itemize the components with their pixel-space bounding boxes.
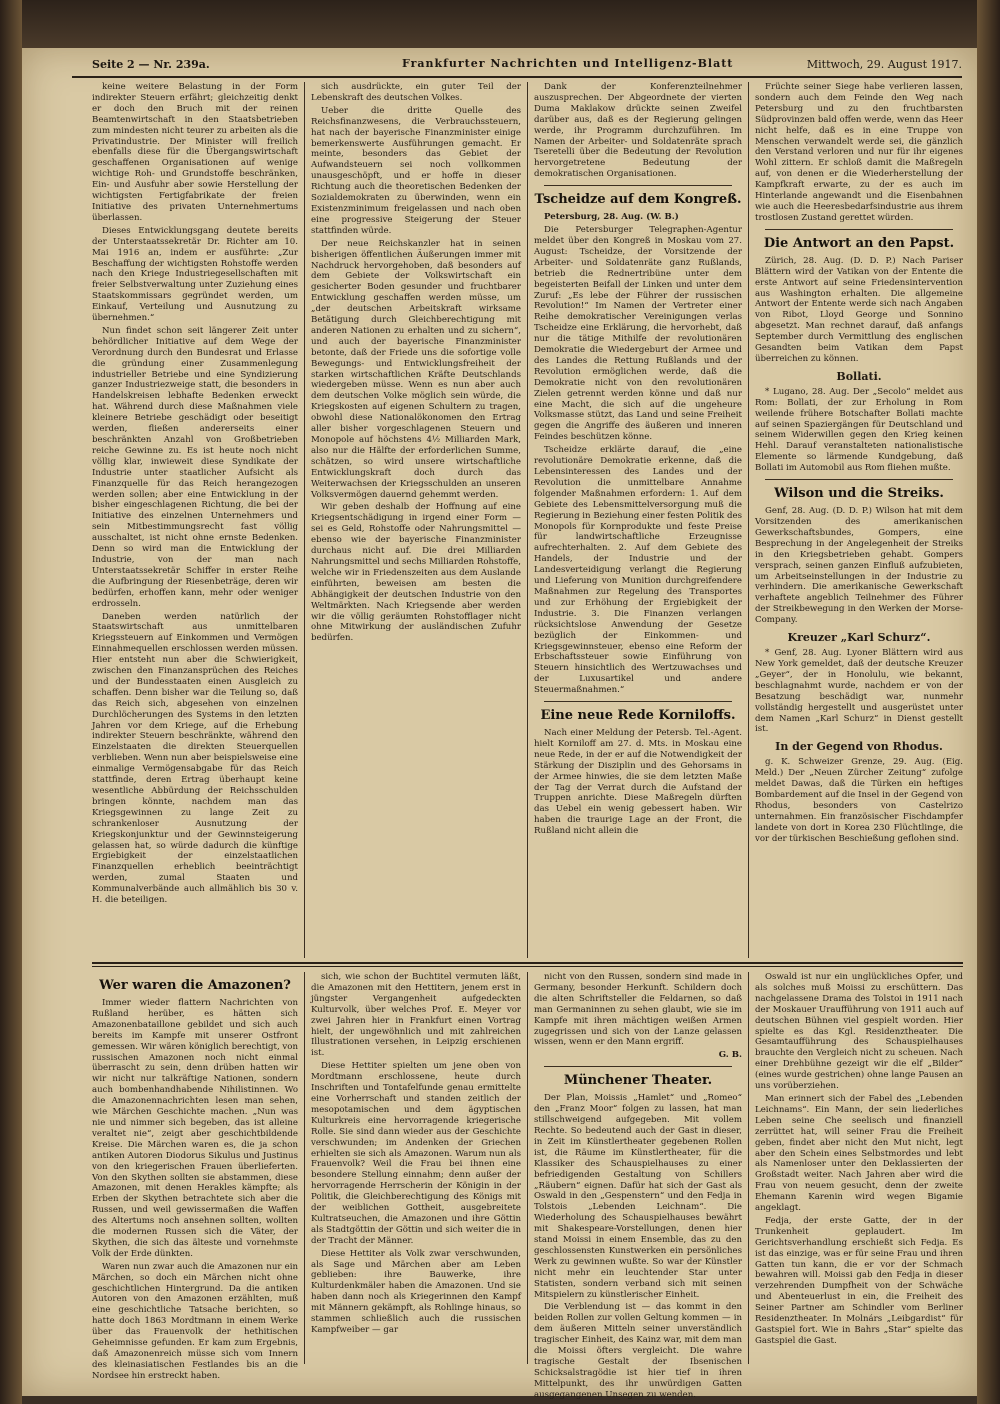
column-rule [748,82,749,958]
paragraph: Nach einer Meldung der Petersb. Tel.-Agent. hielt Korniloff am 27. d. Mts. in Moskau eine neue Rede, in der er auf die Notwendigkeit der Stärkung der Disziplin und des Gehorsams in der Armee hinwies, die sie dem letzten Maße der Tag der Verrat durch die Aufstand der Truppen anrichte. Diese Maßregeln dürften das Uebel ein wenig gebessert haben. Wir haben die traurige Lage an der Front, die Rußland nicht allein die [534,728,742,837]
paragraph: Diese Hettiter als Volk zwar verschwunden, als Sage und Märchen aber am Leben geblieben: ihre Bauwerke, ihre Kulturdenkmäler haben die Amazonen. Und sie haben dann noch als Kriegerinnen den Kampf mit Männern gekämpft, als Rohlinge hinaus, so stammen schließlich auch die russischen Kampfweiber — gar [311,1248,521,1335]
headline-amazonen: Wer waren die Amazonen? [99,978,291,993]
feuilleton-column-2 [311,972,521,1364]
paragraph: Immer wieder flattern Nachrichten von Rußland herüber, es hätten sich Amazonenbataillone gebildet und sich auch bereits im Kampfe mit unserer Ostfront gemessen. Wir wären königlich berechtigt, von russischen Amazonen noch nicht einmal überrascht zu sein, denn drüben hatten wir wir nicht nur talkräftige Nationen, sondern auch bombenhandhabende Nihilistinnen. Wo die Amazonennachrichten lesen man sehen, wie Märchen Geschichte machen. „Nun was nie und nimmer sich begeben, das ist alleine veraltet nie“, zeigt aber geschichtbildende Kreise. Die Märchen waren es, die ja schon antiken Autoren Diodorus Sikulus und Justinus von den kriegerischen Frauen überlieferten. Von den Skythen sollten sie abstammen, diese Amazonen, mit denen Herakles kämpfte; als Erben der Skythen betrachtete sich aber die Russen, und weil gewissermaßen die Waffen des Altertums noch ansehnen sollten, wollten die modernen Russen sich die Väter, der Skythen, die sich das älteste und vornehmste Volk der Erde dünkten. [92,998,298,1259]
page-number: Seite 2 — Nr. 239a. [92,58,210,71]
paragraph: Dieses Entwicklungsgang deutete bereits der Unterstaatssekretär Dr. Richter am 10. Mai 1916 an, indem er ausführte: „Zur Beschaffung der wichtigsten Rohstoffe werden nach den Kriege Industriegesellschaften mit freier Selbstverwaltung unter Zuziehung eines Staatskommissars gegründet werden, um Einkauf, Verteilung und Ausnutzung zu übernehmen.“ [92,225,298,324]
paragraph: g. K. Schweizer Grenze, 29. Aug. (Eig. Meld.) Der „Neuen Zürcher Zeitung“ zufolge meldet Dawas, daß die Türken ein heftiges Bombardement auf die Insel in der Gegend von Rhodus, besonders von Castelrizo unternahmen. Ein französischer Fischdampfer landete von dort in Korea 230 Flüchtlinge, die vor der türkischen Beschießung geflohen sind. [755,757,963,844]
paragraph: Genf, 28. Aug. (D. D. P.) Wilson hat mit dem Vorsitzenden des amerikanischen Gewerkschaftsbundes, Gompers, eine Besprechung in der Angelegenheit der Streiks in den Kriegsbetrieben gehabt. Gompers versprach, seinen ganzen Einfluß aufzubieten, um Arbeitseinstellungen in der Industrie zu verhindern. Die amerikanische Gewerkschaft verhaftete angeblich Teilnehmer des Führer der Streikbewegung in den Werken der Morse-Company. [755,506,963,626]
headline-kreuzer: Kreuzer „Karl Schurz“. [787,631,931,645]
scan-top-border [0,0,1000,48]
paragraph: Der Plan, Moissis „Hamlet“ und „Romeo“ den „Franz Moor“ folgen zu lassen, hat man stillschweigend aufgegeben. Mit vollem Rechte. So bedeutend auch der Gast in dieser, in Zeit im Künstlertheater gegebenen Rollen ist, die Räume im Künstlertheater, für die Klassiker des Schauspielhauses zu einer befriedigenden Gestaltung von Schillers „Räubern“ eignen. Dafür hat sich der Gast als Oswald in den „Gespenstern“ und den Fedja in Tolstois „Lebenden Leichnam“. Die Wiederholung des Schauspielhauses bewährt mit Shakespeare-Vorstellungen, denen hier stand Moissi in einem Ensemble, das zu den geschlossensten Kunstwerken ein persönliches Werk zu gewinnen wußte. So war der Künstler nicht mehr ein leuchtender Star unter Statisten, sondern verband sich mit seinen Mitspielern zu künstlerischer Einheit. [534,1093,742,1300]
column-rule [527,82,528,958]
paragraph: Ueber die dritte Quelle des Reichsfinanzwesens, die Verbrauchssteuern, hat nach der bayerische Finanzminister einige bemerkenswerte Ausführungen gemacht. Er meinte, besonders das Gebiet der Aufwandsteuern sei noch vollkommen unausgeschöpft, und er hoffe in dieser Richtung auch die theoretischen Bedenken der Sozialdemokraten zu überwinden, wenn ein Existenzminimum freigelassen und nach oben eine progressive Steigerung der Steuer stattfinden würde. [311,105,521,236]
section-rule [544,185,732,186]
headline-papst: Die Antwort an den Papst. [763,235,955,251]
column-1 [92,82,298,958]
paragraph: nicht von den Russen, sondern sind made in Germany, besonder Herkunft. Schildern doch die alten Schriftsteller die Feldarnen, so daß man Germaninnen zu sehen glaubt, wie sie im Kampfe mit ihren mächtigen weißen Armen zugegrissen und sich von der Lanze gelassen wissen, wenn er den Mann ergriff. [534,972,742,1048]
paragraph: Oswald ist nur ein unglückliches Opfer, und als solches muß Moissi zu erschüttern. Das nachgelassene Drama des Tolstoi in 1911 nach der Moskauer Uraufführung von 1911 auch auf deutschen Bühnen viel gespielt worden. Hier spielte es das Kgl. Residenztheater. Die Gesamtaufführung des Schauspielhauses brauchte den Vergleich nicht zu scheuen. Nach einer Drehbühne gezeigt wir die elf „Bilder“ (eines wurde gestrichen) ohne lange Pausen an uns vorüberziehen. [755,972,963,1092]
paragraph: * Lugano, 28. Aug. Der „Secolo“ meldet aus Rom: Bollati, der zur Erholung in Rom weilende frühere Botschafter Bollati machte auf seinen Spaziergängen für Deutschland und seinem Widerwillen gegen den Krieg keinen Hehl. Darauf veranstalteten nationalistische Elemente so lärmende Kundgebung, daß Bollati im Automobil aus Rom fliehen mußte. [755,386,963,474]
feuilleton-column-3 [534,972,742,1400]
feuilleton-divider [92,966,963,967]
paragraph: Man erinnert sich der Fabel des „Lebenden Leichnams“. Ein Mann, der sein liederliches Leben seine Che seelisch und finanziell zerrüttet hat, will seiner Frau die Freiheit geben, findet aber nicht den Mut nicht, legt aber den Schein eines Selbstmordes und lebt als Namenloser unter den Deklassierten der Großstadt weiter. Nach Jahren aber wird die Frau von neuem gesucht, denn der zweite Ehemann Karenin wird wegen Bigamie angeklagt. [755,1093,963,1214]
paragraph: Der neue Reichskanzler hat in seinen bisherigen öffentlichen Äußerungen immer mit Nachdruck hervorgehoben, daß besonders auf dem Gebiete der Volkswirtschaft ein gesicherter Boden gesunder und fruchtbarer Entwicklung geschaffen werden müsse, um „der deutschen Arbeitskraft wirksame Betätigung durch Gleichberechtigung mit anderen Nationen zu erhalten und zu sichern“, und auch der bayerische Finanzminister betonte, daß der Friede uns die sofortige volle Bewegungs- und Entwicklungsfreiheit der starken wirtschaftlichen Kräfte Deutschlands wiedergeben müsse. Wenn es nun aber auch dem deutschen Volke möglich sein würde, die Kriegskosten auf eigenen Schultern zu tragen, obwohl diese Nationalökonomen den Ertrag aller bisher vorgeschlagenen Steuern und Monopole auf höchstens 4½ Milliarden Mark, also nur die Hälfte der erforderlichen Summe, schätzen, so wird unsere wirtschaftliche Entwicklungskraft doch durch das Weiterwachsen der Kriegsschulden an unseren Volksvermögen dauernd gehemmt werden. [311,238,521,500]
column-4 [755,82,963,958]
masthead-title: Frankfurter Nachrichten und Intelligenz-Blatt [402,57,734,70]
paragraph: Daneben werden natürlich der Staatswirtschaft aus unmittelbaren Kriegssteuern auf Einkommen und Vermögen Einnahmequellen erschlossen werden müssen. Hier entsteht nun aber die Schwierigkeit, zwischen den Finanzansprüchen des Reiches und der Bundesstaaten einen Ausgleich zu schaffen. Denn bisher war die Teilung so, daß das Reich sich, abgesehen von einzelnen Durchlöcherungen des Systems in den letzten Jahren vor dem Kriege, auf die Erhebung indirekter Steuern beschränkte, während den Einzelstaaten die direkten Steuerquellen verblieben. Wenn nun aber beispielsweise eine einmalige Vermögensabgabe für das Reich stattfinde, deren Ertrag überhaupt keine wesentliche Abbürdung der Reichsschulden bringen könnte, nachdem man das Kriegsgewinnen zu lange Zeit zu schrankenloser Ausnutzung der Kriegskonjunktur und der Gewinnsteigerung gelassen hat, so würde dadurch die künftige Ergiebigkeit der einzelstaatlichen Finanzquellen erheblich beeinträchtigt werden, zumal Staaten und Kommunalverbände auch allmählich bis 30 v. H. die beteiligen. [92,611,298,906]
paragraph: Wir geben deshalb der Hoffnung auf eine Kriegsentschädigung in irgend einer Form — sei es Geld, Rohstoffe oder Nahrungsmittel — ebenso wie der bayerische Finanzminister durchaus nicht auf. Die drei Milliarden Nahrungsmittel und sechs Milliarden Rohstoffe, welche wir in Friedenszeiten aus dem Auslande einführten, beweisen am besten die Abhängigkeit der deutschen Industrie von den Weltmärkten. Nach Kriegsende aber werden wir die völlig geräumten Rohstofflager nicht ohne Mitwirkung der ausländischen Zufuhr bedürfen. [311,502,521,644]
paragraph: Dank der Konferenzteilnehmer auszusprechen. Der Abgeordnete der vierten Duma Maklakow drückte seinen Zweifel darüber aus, daß es der Regierung gelingen werde, ihr Programm durchzuführen. Im Namen der Arbeiter- und Soldatenräte sprach Tseretelli über die Bedeutung der Revolution hervorgetretene Bedeutung der demokratischen Organisationen. [534,82,742,180]
paragraph: Die Verblendung ist — das kommt in den beiden Rollen zur vollen Geltung kommen — in dem äußeren Mitteln seiner unverständlich tragischer Einheit, des Kainz war, mit dem man die Moissi öfters vergleicht. Die wahre tragische Gestalt der Ibsenischen Schicksalstragödie ist hier tief in ihren Mittelpunkt, des ihr unwürdigen Gatten ausgegangenen Unsegen zu wenden. [534,1302,742,1400]
paragraph: Waren nun zwar auch die Amazonen nur ein Märchen, so doch ein Märchen nicht ohne geschichtlichen Hintergrund. Da die antiken Autoren von den Amazonen erzählten, muß eine geschichtliche Tatsache berichten, so hatte doch 1863 Mordtmann in einem Werke über das Frauenvolk der hethitischen Geheimnisse gefunden. Er kam zum Ergebnis, daß Amazonenreich müsse sich vom Innern des kleinasiatischen Festlandes bis an die Nordsee hin erstreckt haben. [92,1261,298,1381]
section-rule [544,1066,732,1067]
dateline: Petersburg, 28. Aug. (W. B.) [544,212,679,223]
section-rule [765,479,953,480]
section-rule [544,701,732,702]
feuilleton-column-4 [755,972,963,1364]
column-rule [304,972,305,1364]
column-rule [748,972,749,1364]
headline-tscheidze: Tscheidze auf dem Kongreß. [534,192,742,208]
section-rule [765,229,953,230]
feuilleton-divider [92,962,963,964]
paragraph: sich, wie schon der Buchtitel vermuten läßt, die Amazonen mit den Hettitern, jenem erst in jüngster Vergangenheit aufgedeckten Kulturvolk, über welches Prof. E. Meyer vor zwei Jahren hier in Frankfurt einen Vortrag hielt, der ungewöhnlich und mit zahlreichen Illustrationen versehen, in Leipzig erschienen ist. [311,972,521,1059]
paragraph: Früchte seiner Siege habe verlieren lassen, sondern auch dem Feinde den Weg nach Petersburg und zu den fruchtbarsten Südprovinzen bald offen werde, wenn das Heer nicht helfe, daß es in eine Truppe von Menschen verwandelt werde sei, die gänzlich den Verstand verloren und nur für ihr eigenes Wohl zittern. Er schloß damit die Maßregeln auf, von denen er die Wiederherstellung der Kampfkraft erwarte, zu der es auch im Hinterlande angewandt und die Eisenbahnen wie auch die Heeresbedarfsindustrie aus ihrem trostlosen Zustand gerettet würden. [755,82,963,223]
paragraph: keine weitere Belastung in der Form indirekter Steuern erfährt; gleichzeitig denkt er doch den Bruch mit der reinen Beamtenwirtschaft in den Staatsbetrieben zum mindesten nicht teurer zu arbeiten als die Privatindustrie. Der Minister will freilich ebenfalls diese für die Übergangswirtschaft geschaffenen Organisationen auf wenige wichtige Roh- und Grundstoffe beschränken, Ein- und Ausfuhr aber sowie Herstellung der wichtigsten Fertigfabrikate der freien Initiative des privaten Unternehmertums überlassen. [92,82,298,223]
paragraph: Die Petersburger Telegraphen-Agentur meldet über den Kongreß in Moskau vom 27. August: Tscheidze, der Vorsitzende der Arbeiter- und Soldatenräte ganz Rußlands, betrieb die Rednertribüne unter dem begeisterten Beifall der Linken und unter dem Zuruf: „Es lebe der Führer der russischen Revolution!“ Im Namen der Vertreter einer Reihe demokratischer Vereinigungen verlas Tscheidze eine Erklärung, die hervorhebt, daß nur die tätige Mithilfe der revolutionären Demokratie die Wiedergeburt der Armee und des Landes die Rettung Rußlands und der Revolution ermöglichen werde, daß die Demokratie nicht von den revolutionären Zielen getrennt werden könne und daß nur eine Macht, die sich auf die ungeheure Volksmasse stützt, das Land und seine Freiheit gegen die Angriffe des äußeren und inneren Feindes beschützen könne. [534,225,742,443]
paragraph: sich ausdrückte, ein guter Teil der Lebenskraft des deutschen Volkes. [311,82,521,103]
headline-theater: Münchener Theater. [563,1073,713,1089]
headline-rhodus: In der Gegend von Rhodus. [775,740,943,754]
paragraph: * Genf, 28. Aug. Lyoner Blättern wird aus New York gemeldet, daß der deutsche Kreuzer „Geyer“, der in Honolulu, wie bekannt, beschlagnahmt wurde, nachdem er von der Besatzung beschädigt war, nunmehr vollständig hergestellt und ausgerüstet unter dem Namen „Karl Schurz“ in Dienst gestellt ist. [755,648,963,735]
feuilleton-column-1 [92,972,298,1381]
paragraph: Diese Hettiter spielten um jene oben von Mordtmann erschlossene, heute durch Inschriften und Tontafelfunde genau ermittelte eine Vorherrschaft und standen zeitlich der mesopotamischen und dem ägyptischen Kulturkreis eine hervorragende kriegerische Rolle. Sie sind dann wieder aus der Geschichte verschwunden; im Andenken der Griechen erhielten sie sich als Amazonen. Warum nun als Frauenvolk? Weil die Frau bei ihnen eine besondere Stellung einnahm; denn außer der hervorragende Herrscherin der Königin in der Politik, die Gleichberechtigung des Königs mit der weiblichen Gottheit, ausgebreitete Kultratseuchen, die Amazonen und ihre Göttin als Stadtgöttin der Göttin und sich weiter die in der Tracht der Männer. [311,1061,521,1246]
column-rule [304,82,305,958]
scan-binding-edge [0,0,22,1404]
headline-bollati: Bollati. [836,369,882,383]
column-3 [534,82,742,958]
page-header [72,54,962,78]
paragraph: Nun findet schon seit längerer Zeit unter behördlicher Initiative auf dem Wege der Verordnung durch den Bundesrat und Erlasse die gründung einer Zusammenlegung industrieller Betriebe und eine Syndizierung ganzer Industriezweige statt, die besonders in Handelskreisen lebhafte Bedenken erweckt hat. Während durch diese Maßnahmen viele kleinere Betriebe geschädigt oder beseitigt werden, fließen andererseits einer beschränkten Anzahl von Großbetrieben reiche Gewinne zu. Es ist heute noch nicht völlig klar, inwieweit diese Syndikate der Industrie unter staatlicher Aufsicht als Finanzquelle für das Reich herangezogen werden sollen; aber eine Entwicklung in der bisher eingeschlagenen Richtung, die bei der Initiative des einzelnen Unternehmers und sein Mitbestimmungsrecht fast völlig ausschaltet, ist nicht ohne ernste Bedenken. Denn so wird man die Entwicklung der Industrie, von der man nach Unterstaatssekretär Schiffer in erster Reihe die Aufbringung der Riesenbeträge, deren wir bedürfen, erhoffen kann, mehr oder weniger erdrosseln. [92,325,298,609]
column-2 [311,82,521,958]
headline-wilson: Wilson und die Streiks. [774,486,944,502]
column-rule [527,972,528,1364]
scan-right-border [977,0,1000,1404]
paragraph: Zürich, 28. Aug. (D. D. P.) Nach Pariser Blättern wird der Vatikan von der Entente die erste Antwort auf seine Friedensintervention aus Washington erhalten. Die allgemeine Antwort der Entente werde sich nach Angaben von Ribot, Lloyd George und Sonnino abgesetzt. Man rechnet darauf, daß anfangs September durch Vermittlung des englischen Gesandten beim Vatikan dem Papst überreichen zu können. [755,255,963,364]
headline-korniloff: Eine neue Rede Korniloffs. [540,708,736,724]
issue-date: Mittwoch, 29. August 1917. [806,58,962,71]
paragraph: Tscheidze erklärte darauf, die „eine revolutionäre Demokratie erkenne, daß die Lebensinteressen des Landes und der Revolution die unmittelbare Annahme folgender Maßnahmen erfordern: 1. Auf dem Gebiete des Lebensmittelversorgung muß die Regierung in Beziehung einer festen Politik des Monopols für Kornprodukte und feste Preise für landwirtschaftliche Erzeugnisse aufrechterhalten. 2. Auf dem Gebiete des Handels, der Industrie und der Landesverteidigung verlangt die Regierung und Lieferung von Munition durchgreifendere Maßnahmen zur Regelung des Transportes und zur Erhöhung der Ergiebigkeit der Industrie. 3. Die Finanzen verlangen rücksichtslose Anwendung der Gesetze bezüglich der Einkommen- und Kriegsgewinnsteuer, ebenso eine Reform der Erbschaftssteuer sowie Einführung von Steuern hinsichtlich des Wertzuwachses und der Luxusartikel und andere Steuermaßnahmen.“ [534,445,742,696]
author-signature: G. B. [718,1050,742,1061]
paragraph: Fedja, der erste Gatte, der in der Trunkenheit geplaudert. Im Gerichtsverhandlung erschießt sich Fedja. Es ist das einzige, was er für seine Frau und ihren Gatten tun kann, die er vor der Schmach bewahren will. Moissi gab den Fedja in dieser verzehrenden Dumpfheit von der Schwäche und Abenteuerlust in ein, die Freiheit des Seiner Partner am Schindler vom Berliner Residenztheater. In Molnárs „Leibgardist“ für Gastspiel fort. Wie in Bahrs „Star“ spielte das Gastspiel die Gast. [755,1215,963,1346]
